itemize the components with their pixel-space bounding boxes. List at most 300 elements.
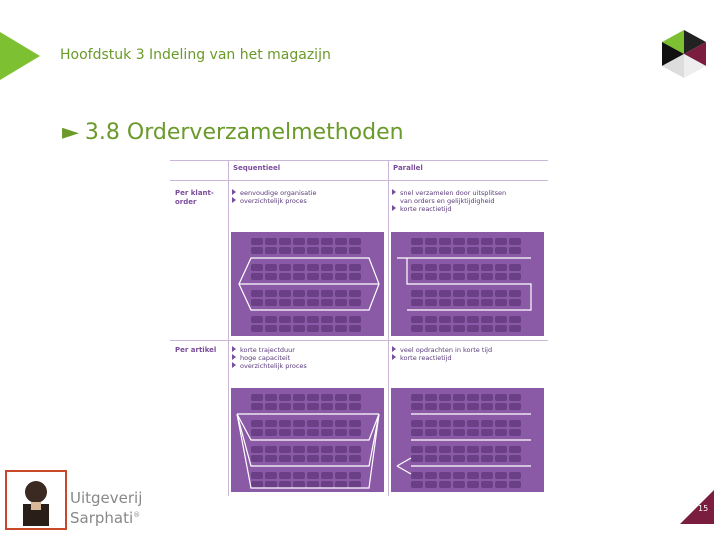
bullet-list bbox=[232, 189, 316, 205]
rack-block bbox=[307, 238, 319, 245]
rack-block bbox=[251, 394, 263, 401]
rack-block bbox=[349, 481, 361, 488]
rack-block bbox=[495, 403, 507, 410]
rack-block bbox=[279, 446, 291, 453]
bullet-list bbox=[392, 189, 506, 213]
rack-block bbox=[293, 273, 305, 280]
rack-block bbox=[481, 316, 493, 323]
rack-block bbox=[439, 420, 451, 427]
rack-block bbox=[453, 247, 465, 254]
rack-block bbox=[307, 446, 319, 453]
rack-block bbox=[321, 420, 333, 427]
rack-block bbox=[335, 247, 347, 254]
rack-block bbox=[349, 290, 361, 297]
rack-block bbox=[453, 238, 465, 245]
rack-block bbox=[495, 481, 507, 488]
rack-block bbox=[265, 394, 277, 401]
rack-block bbox=[495, 299, 507, 306]
rack-block bbox=[293, 247, 305, 254]
col-header-parallel: Parallel bbox=[393, 164, 423, 172]
list-item: hoge capaciteit bbox=[232, 354, 307, 362]
rack-block bbox=[335, 264, 347, 271]
rack-block bbox=[265, 403, 277, 410]
rack-block bbox=[411, 403, 423, 410]
rack-block bbox=[495, 420, 507, 427]
rack-block bbox=[307, 316, 319, 323]
rack-block bbox=[265, 290, 277, 297]
rack-block bbox=[293, 420, 305, 427]
rack-block bbox=[307, 325, 319, 332]
rack-block bbox=[349, 238, 361, 245]
rack-block bbox=[293, 299, 305, 306]
rack-block bbox=[411, 481, 423, 488]
rack-block bbox=[481, 481, 493, 488]
rack-block bbox=[279, 394, 291, 401]
rack-block bbox=[411, 238, 423, 245]
rack-block bbox=[439, 429, 451, 436]
rack-block bbox=[439, 316, 451, 323]
rack-block bbox=[279, 420, 291, 427]
rack-block bbox=[321, 403, 333, 410]
rack-block bbox=[453, 273, 465, 280]
rack-block bbox=[509, 247, 521, 254]
rack-block bbox=[509, 429, 521, 436]
rack-block bbox=[467, 394, 479, 401]
rack-block bbox=[411, 325, 423, 332]
grid-line bbox=[170, 180, 548, 181]
rack-block bbox=[293, 394, 305, 401]
chapter-header: Hoofdstuk 3 Indeling van het magazijn bbox=[60, 47, 331, 63]
rack-block bbox=[411, 316, 423, 323]
rack-block bbox=[349, 455, 361, 462]
rack-block bbox=[425, 316, 437, 323]
rack-block bbox=[335, 472, 347, 479]
panel-par-order bbox=[391, 232, 544, 336]
rack-block bbox=[509, 446, 521, 453]
rack-block bbox=[453, 299, 465, 306]
rack-block bbox=[411, 264, 423, 271]
list-item: veel opdrachten in korte tijd bbox=[392, 346, 492, 354]
rack-block bbox=[349, 316, 361, 323]
rack-block bbox=[425, 290, 437, 297]
rack-block bbox=[265, 325, 277, 332]
route-line bbox=[397, 466, 411, 474]
rack-block bbox=[321, 316, 333, 323]
rack-block bbox=[481, 420, 493, 427]
rack-block bbox=[279, 238, 291, 245]
rack-block bbox=[251, 299, 263, 306]
rack-block bbox=[307, 403, 319, 410]
rack-block bbox=[495, 455, 507, 462]
rack-block bbox=[439, 238, 451, 245]
rack-block bbox=[265, 238, 277, 245]
rack-block bbox=[349, 299, 361, 306]
rack-block bbox=[411, 446, 423, 453]
grid-line bbox=[388, 160, 389, 496]
rack-block bbox=[439, 290, 451, 297]
rack-diagram bbox=[391, 232, 544, 336]
rack-block bbox=[251, 446, 263, 453]
rack-block bbox=[453, 446, 465, 453]
rack-block bbox=[509, 472, 521, 479]
rack-block bbox=[307, 247, 319, 254]
rack-block bbox=[349, 472, 361, 479]
rack-block bbox=[425, 429, 437, 436]
rack-block bbox=[467, 455, 479, 462]
rack-block bbox=[349, 446, 361, 453]
list-item: korte trajectduur bbox=[232, 346, 307, 354]
rack-block bbox=[265, 420, 277, 427]
rack-block bbox=[293, 264, 305, 271]
rack-block bbox=[321, 325, 333, 332]
rack-block bbox=[279, 299, 291, 306]
rack-block bbox=[307, 420, 319, 427]
rack-block bbox=[467, 264, 479, 271]
rack-block bbox=[481, 247, 493, 254]
rack-block bbox=[439, 481, 451, 488]
rack-block bbox=[453, 264, 465, 271]
row-label-per-order: Per klant- order bbox=[175, 189, 214, 206]
rack-block bbox=[495, 325, 507, 332]
rack-block bbox=[439, 264, 451, 271]
rack-block bbox=[425, 394, 437, 401]
rack-block bbox=[321, 247, 333, 254]
rack-block bbox=[467, 273, 479, 280]
rack-block bbox=[335, 481, 347, 488]
rack-block bbox=[321, 481, 333, 488]
rack-block bbox=[265, 273, 277, 280]
list-item: korte reactietijd bbox=[392, 354, 492, 362]
rack-block bbox=[495, 446, 507, 453]
rack-block bbox=[439, 472, 451, 479]
list-item: korte reactietijd bbox=[392, 205, 506, 213]
rack-block bbox=[439, 299, 451, 306]
title-arrow: ► bbox=[62, 120, 79, 145]
rack-block bbox=[439, 325, 451, 332]
rack-block bbox=[495, 290, 507, 297]
rack-block bbox=[453, 290, 465, 297]
rack-block bbox=[509, 325, 521, 332]
rack-block bbox=[265, 264, 277, 271]
rack-block bbox=[293, 472, 305, 479]
rack-block bbox=[265, 247, 277, 254]
rack-block bbox=[467, 481, 479, 488]
rack-block bbox=[439, 455, 451, 462]
rack-block bbox=[321, 394, 333, 401]
rack-block bbox=[293, 481, 305, 488]
rack-block bbox=[279, 472, 291, 479]
rack-block bbox=[321, 299, 333, 306]
list-item: overzichtelijk proces bbox=[232, 362, 307, 370]
rack-block bbox=[279, 316, 291, 323]
rack-block bbox=[265, 429, 277, 436]
rack-block bbox=[335, 455, 347, 462]
rack-block bbox=[411, 290, 423, 297]
rack-block bbox=[481, 273, 493, 280]
rack-block bbox=[509, 290, 521, 297]
grid-line bbox=[228, 160, 229, 496]
rack-block bbox=[481, 455, 493, 462]
rack-block bbox=[279, 481, 291, 488]
rack-block bbox=[293, 403, 305, 410]
list-item: snel verzamelen door uitsplitsen bbox=[392, 189, 506, 197]
row-label-per-article: Per artikel bbox=[175, 346, 217, 354]
rack-block bbox=[425, 273, 437, 280]
rack-block bbox=[467, 299, 479, 306]
rack-block bbox=[293, 316, 305, 323]
rack-block bbox=[425, 299, 437, 306]
rack-block bbox=[251, 455, 263, 462]
slide-title bbox=[62, 120, 404, 145]
rack-block bbox=[349, 403, 361, 410]
rack-block bbox=[467, 290, 479, 297]
rack-block bbox=[251, 472, 263, 479]
rack-block bbox=[481, 394, 493, 401]
rack-block bbox=[509, 394, 521, 401]
rack-block bbox=[335, 290, 347, 297]
rack-block bbox=[279, 403, 291, 410]
rack-block bbox=[279, 429, 291, 436]
rack-block bbox=[495, 472, 507, 479]
rack-block bbox=[425, 238, 437, 245]
rack-block bbox=[349, 420, 361, 427]
rack-block bbox=[509, 316, 521, 323]
rack-block bbox=[265, 481, 277, 488]
list-item: overzichtelijk proces bbox=[232, 197, 316, 205]
rack-block bbox=[509, 403, 521, 410]
title-text: 3.8 Orderverzamelmethoden bbox=[84, 120, 404, 145]
rack-block bbox=[509, 420, 521, 427]
rack-block bbox=[293, 455, 305, 462]
rack-block bbox=[481, 472, 493, 479]
rack-block bbox=[425, 403, 437, 410]
rack-block bbox=[495, 394, 507, 401]
rack-block bbox=[495, 429, 507, 436]
rack-block bbox=[467, 325, 479, 332]
rack-block bbox=[335, 429, 347, 436]
rack-block bbox=[411, 299, 423, 306]
rack-block bbox=[335, 403, 347, 410]
green-triangle-icon bbox=[0, 32, 40, 80]
rack-block bbox=[335, 420, 347, 427]
rack-block bbox=[321, 264, 333, 271]
rack-block bbox=[307, 394, 319, 401]
rack-block bbox=[481, 238, 493, 245]
rack-block bbox=[321, 455, 333, 462]
grid-line bbox=[170, 160, 548, 161]
rack-block bbox=[411, 273, 423, 280]
rack-block bbox=[251, 264, 263, 271]
rack-block bbox=[335, 238, 347, 245]
rack-block bbox=[279, 325, 291, 332]
rack-block bbox=[335, 273, 347, 280]
rack-block bbox=[265, 446, 277, 453]
rack-block bbox=[411, 394, 423, 401]
rack-block bbox=[307, 472, 319, 479]
rack-block bbox=[509, 455, 521, 462]
rack-block bbox=[453, 455, 465, 462]
rack-block bbox=[335, 446, 347, 453]
rack-block bbox=[251, 429, 263, 436]
rack-block bbox=[481, 325, 493, 332]
rack-block bbox=[349, 325, 361, 332]
rack-block bbox=[307, 455, 319, 462]
rack-diagram bbox=[231, 388, 384, 492]
rack-block bbox=[349, 273, 361, 280]
rack-block bbox=[453, 403, 465, 410]
rack-block bbox=[321, 429, 333, 436]
rack-block bbox=[279, 264, 291, 271]
rack-block bbox=[349, 264, 361, 271]
rack-block bbox=[411, 429, 423, 436]
rack-block bbox=[321, 446, 333, 453]
rack-block bbox=[279, 247, 291, 254]
rack-block bbox=[453, 481, 465, 488]
rack-block bbox=[293, 290, 305, 297]
rack-diagram bbox=[391, 388, 544, 492]
rack-block bbox=[467, 316, 479, 323]
rack-block bbox=[453, 325, 465, 332]
rack-block bbox=[335, 325, 347, 332]
rack-block bbox=[349, 429, 361, 436]
rack-block bbox=[265, 299, 277, 306]
rack-block bbox=[425, 264, 437, 271]
rack-block bbox=[467, 247, 479, 254]
rack-diagram bbox=[231, 232, 384, 336]
rack-block bbox=[425, 325, 437, 332]
rack-block bbox=[495, 316, 507, 323]
rack-block bbox=[495, 264, 507, 271]
rack-block bbox=[293, 325, 305, 332]
rack-block bbox=[509, 264, 521, 271]
rack-block bbox=[453, 316, 465, 323]
rack-block bbox=[251, 403, 263, 410]
rack-block bbox=[481, 446, 493, 453]
route-line bbox=[397, 458, 411, 466]
list-item: van orders en gelijktijdigheid bbox=[400, 197, 495, 205]
rack-block bbox=[251, 325, 263, 332]
rack-block bbox=[453, 394, 465, 401]
panel-seq-article bbox=[231, 388, 384, 492]
rack-block bbox=[453, 420, 465, 427]
panel-par-article bbox=[391, 388, 544, 492]
rack-block bbox=[307, 264, 319, 271]
rack-block bbox=[481, 299, 493, 306]
rack-block bbox=[335, 394, 347, 401]
rack-block bbox=[349, 394, 361, 401]
rack-block bbox=[349, 247, 361, 254]
rack-block bbox=[481, 290, 493, 297]
rack-block bbox=[251, 273, 263, 280]
publisher-name: Uitgeverij Sarphati® bbox=[70, 489, 143, 527]
rack-block bbox=[425, 472, 437, 479]
rack-block bbox=[439, 403, 451, 410]
rack-block bbox=[321, 472, 333, 479]
rack-block bbox=[321, 290, 333, 297]
method-diagram bbox=[170, 160, 548, 496]
rack-block bbox=[439, 247, 451, 254]
rack-block bbox=[425, 247, 437, 254]
rack-block bbox=[251, 238, 263, 245]
rack-block bbox=[411, 247, 423, 254]
rack-block bbox=[307, 273, 319, 280]
rack-block bbox=[265, 455, 277, 462]
rack-block bbox=[467, 446, 479, 453]
list-item: eenvoudige organisatie bbox=[232, 189, 316, 197]
rack-block bbox=[467, 472, 479, 479]
rack-block bbox=[307, 299, 319, 306]
rack-block bbox=[251, 481, 263, 488]
rack-block bbox=[335, 299, 347, 306]
rack-block bbox=[467, 403, 479, 410]
rack-block bbox=[439, 273, 451, 280]
rack-block bbox=[307, 481, 319, 488]
rack-block bbox=[307, 429, 319, 436]
rack-block bbox=[481, 429, 493, 436]
rack-block bbox=[467, 429, 479, 436]
rack-block bbox=[411, 455, 423, 462]
rack-block bbox=[509, 273, 521, 280]
rack-block bbox=[439, 394, 451, 401]
rack-block bbox=[335, 316, 347, 323]
page-number: 15 bbox=[698, 504, 709, 513]
rack-block bbox=[293, 238, 305, 245]
rack-block bbox=[509, 299, 521, 306]
rack-block bbox=[481, 403, 493, 410]
rack-block bbox=[467, 238, 479, 245]
rack-block bbox=[509, 481, 521, 488]
rack-block bbox=[321, 238, 333, 245]
rack-block bbox=[439, 446, 451, 453]
rack-block bbox=[411, 472, 423, 479]
rack-block bbox=[425, 420, 437, 427]
rack-block bbox=[307, 290, 319, 297]
rack-block bbox=[251, 290, 263, 297]
bullet-list bbox=[392, 346, 492, 362]
rack-block bbox=[293, 429, 305, 436]
grid-line bbox=[170, 340, 548, 341]
rack-block bbox=[251, 420, 263, 427]
rack-block bbox=[321, 273, 333, 280]
bullet-list bbox=[232, 346, 307, 370]
publisher-portrait-icon bbox=[5, 470, 67, 530]
rack-block bbox=[509, 238, 521, 245]
rack-block bbox=[279, 455, 291, 462]
panel-seq-order bbox=[231, 232, 384, 336]
rack-block bbox=[495, 238, 507, 245]
rack-block bbox=[425, 481, 437, 488]
rack-block bbox=[251, 247, 263, 254]
rack-block bbox=[495, 247, 507, 254]
corner-logo-icon bbox=[660, 24, 708, 80]
rack-block bbox=[467, 420, 479, 427]
rack-block bbox=[425, 455, 437, 462]
rack-block bbox=[279, 273, 291, 280]
rack-block bbox=[265, 316, 277, 323]
page-badge bbox=[680, 490, 714, 524]
rack-block bbox=[293, 446, 305, 453]
rack-block bbox=[411, 420, 423, 427]
rack-block bbox=[251, 316, 263, 323]
rack-block bbox=[425, 446, 437, 453]
rack-block bbox=[453, 429, 465, 436]
rack-block bbox=[279, 290, 291, 297]
rack-block bbox=[481, 264, 493, 271]
col-header-sequential: Sequentieel bbox=[233, 164, 281, 172]
rack-block bbox=[495, 273, 507, 280]
rack-block bbox=[265, 472, 277, 479]
rack-block bbox=[453, 472, 465, 479]
